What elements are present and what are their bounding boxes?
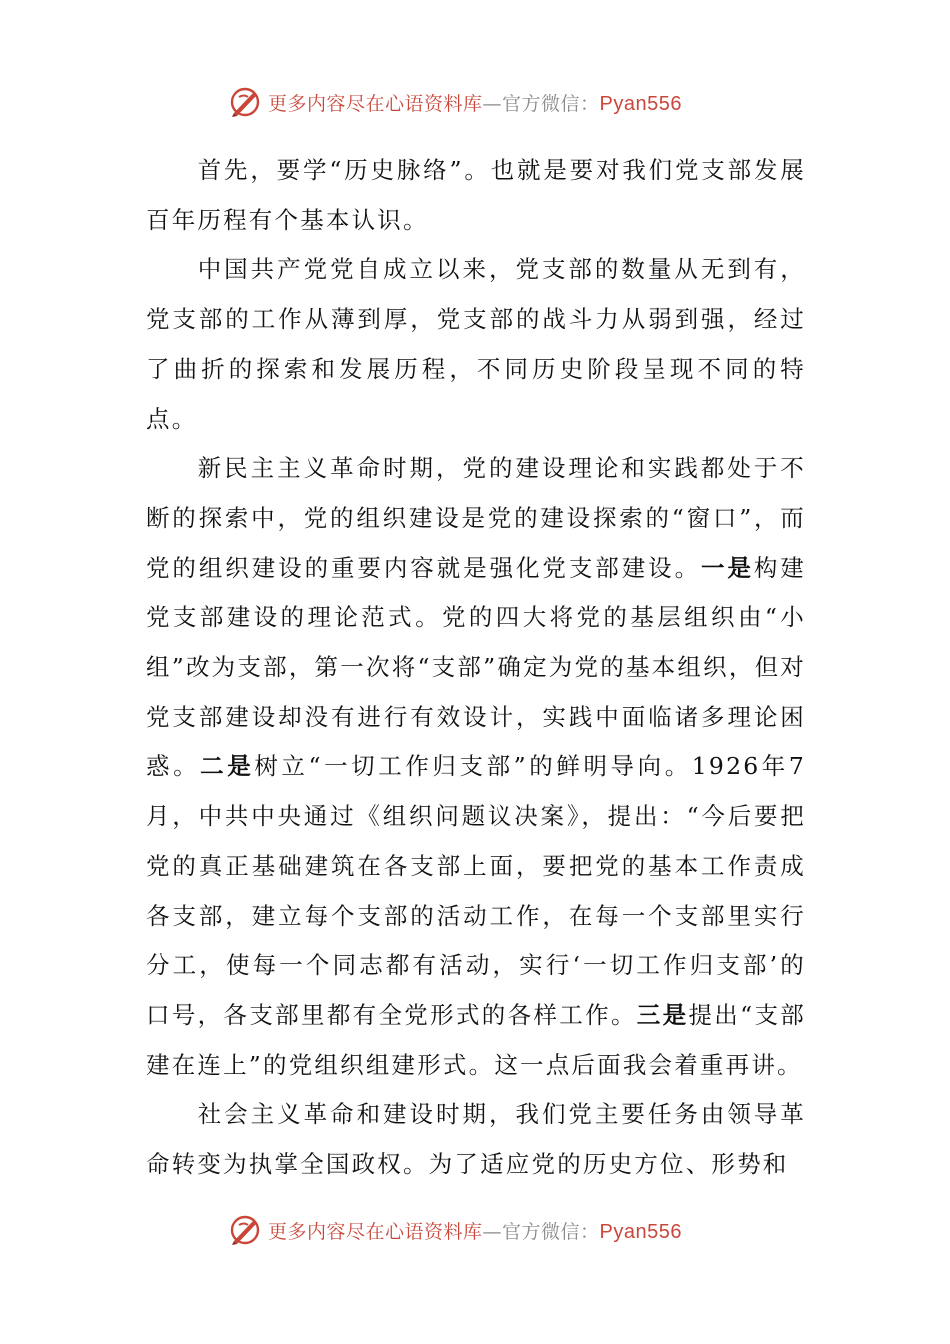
banner-text (268, 89, 682, 116)
paragraph-1: 首先，要学“历史脉络”。也就是要对我们党支部发展百年历程有个基本认识。 (146, 156, 806, 234)
paragraph-3-intro: 新民主主义革命时期，党的建设理论和实践都处于不断的探索中，党的组织建设是党的建设探索的“窗口”，而党的组织建设的重要内容就是强化党支部建设。 (146, 454, 806, 582)
pen-logo-icon (228, 85, 262, 119)
banner-wechat-id: Pyan556 (599, 92, 682, 115)
banner-grey-text: —官方微信： (482, 92, 600, 115)
footer-banner (228, 1212, 728, 1248)
point-marker-3: 三是 (636, 1000, 689, 1029)
header-banner (228, 84, 728, 120)
article-body (146, 146, 806, 1190)
banner-red-text: 更多内容尽在心语资料库 (268, 1220, 483, 1243)
pen-logo-icon (228, 1213, 262, 1247)
banner-red-text: 更多内容尽在心语资料库 (268, 92, 483, 115)
point-1-text: 构建党支部建设的理论范式。党的四大将党的基层组织由“小组”改为支部，第一次将“支部”确定为党的基本组织，但对党支部建设却没有进行有效设计，实践中面临诸多理论困惑。 (146, 553, 806, 781)
point-marker-1: 一是 (701, 553, 754, 582)
banner-text (268, 1217, 682, 1244)
point-2-text: 树立“一切工作归支部”的鲜明导向。1926年7月，中共中央通过《组织问题议决案》，提出：“今后要把党的真正基础建筑在各支部上面，要把党的基本工作责成各支部，建立每个支部的活动工作，在每一个支部里实行分工，使每一个同志都有活动，实行‘一切工作归支部’的口号，各支部里都有全党形式的各样工作。 (146, 752, 806, 1029)
banner-grey-text: —官方微信： (482, 1220, 600, 1243)
paragraph-2: 中国共产党党自成立以来，党支部的数量从无到有，党支部的工作从薄到厚，党支部的战斗力从弱到强，经过了曲折的探索和发展历程，不同历史阶段呈现不同的特点。 (146, 255, 806, 433)
banner-wechat-id: Pyan556 (599, 1220, 682, 1243)
point-3-text: 提出“支部建在连上”的党组织组建形式。这一点后面我会着重再讲。 (146, 1000, 806, 1079)
point-marker-2: 二是 (200, 752, 255, 781)
paragraph-4: 社会主义革命和建设时期，我们党主要任务由领导革命转变为执掌全国政权。为了适应党的历史方位、形势和 (146, 1100, 806, 1179)
paragraph-3 (146, 444, 806, 1090)
